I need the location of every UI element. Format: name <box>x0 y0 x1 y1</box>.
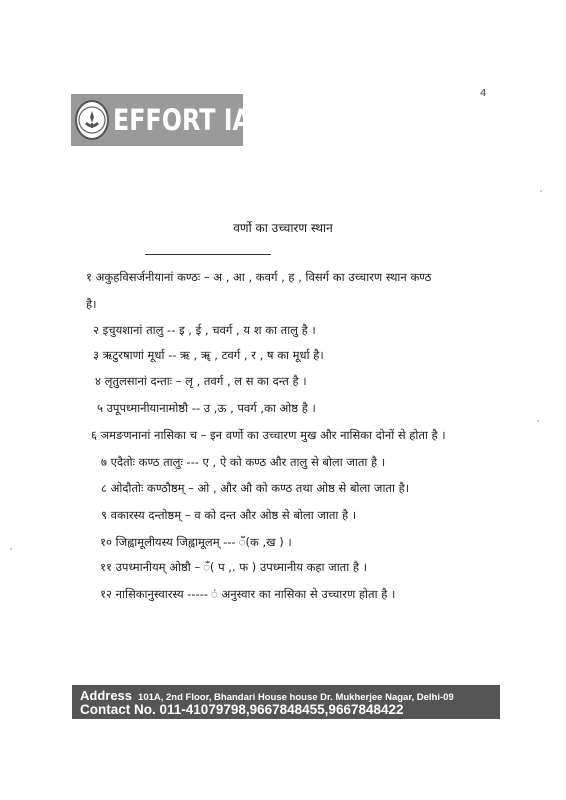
contact-label: Contact No. <box>80 702 156 717</box>
footer-banner <box>72 685 500 719</box>
scan-speck <box>10 548 12 550</box>
address-label: Address <box>80 688 133 703</box>
list-item: है। <box>86 297 97 311</box>
page-number: 4 <box>480 88 487 99</box>
logo-text: EFFORT IAS <box>113 102 269 137</box>
list-item: ४ लृतुलसानां दन्ताः – लृ , तवर्ग , ल स का दन्त है । <box>95 374 307 388</box>
list-item: १० जिह्वामूलीयस्य जिह्वामूलम् --- ँ(क ,ख ) । <box>100 535 292 549</box>
list-item: ८ ओदौतोः कण्ठौष्ठम् – ओ , और औ को कण्ठ तथा ओष्ठ से बोला जाता है। <box>101 481 410 495</box>
list-item: २ इचुयशानां तालु -- इ , ई , चवर्ग , य श का तालु है । <box>93 323 316 337</box>
contact-value: 011-41079798,9667848455,9667848422 <box>159 702 404 717</box>
contact-row <box>80 703 404 717</box>
scan-speck <box>540 190 542 192</box>
list-item: ९ वकारस्य दन्तोष्ठम् – व को दन्त और ओष्ठ से बोला जाता है । <box>101 508 357 522</box>
list-item: १२ नासिकानुस्वारस्य ----- ं अनुस्वार का नासिका से उच्चारण होता है । <box>100 587 396 601</box>
scan-speck <box>537 420 539 422</box>
list-item: ६ ञमङणनानां नासिका च – इन वर्णो का उच्चारण मुख और नासिका दोनों से होता है । <box>91 428 446 442</box>
list-item: १ अकुहविसर्जनीयानां कण्ठः – अ , आ , कवर्ग , ह , विसर्ग का उच्चारण स्थान कण्ठ <box>86 270 432 284</box>
list-item: ५ उपूपध्मानीयानामोष्ठौ -- उ ,ऊ , पवर्ग ,का ओष्ठ है । <box>97 401 316 415</box>
list-item: ७ एदैतोः कण्ठ तालुः --- ए , ऐ को कण्ठ और तालु से बोला जाता है । <box>101 455 386 469</box>
effort-ias-logo <box>71 94 269 146</box>
lamp-emblem-icon <box>75 100 109 140</box>
list-item: ३ ऋटुरषाणां मूर्धा -- ऋ , ॠ , टवर्ग , र , ष का मूर्धा है। <box>93 348 324 362</box>
address-value: 101A, 2nd Floor, Bhandari House house Dr. Mukherjee Nagar, Delhi-09 <box>138 692 454 703</box>
page-heading: वर्णो का उच्चारण स्थान <box>233 221 333 235</box>
address-row <box>80 689 454 703</box>
list-item: ११ उपध्मानीयम् ओष्ठौ – ँ( प ,. फ ) उपध्मानीय कहा जाता है । <box>100 560 367 574</box>
heading-underline <box>145 254 271 255</box>
